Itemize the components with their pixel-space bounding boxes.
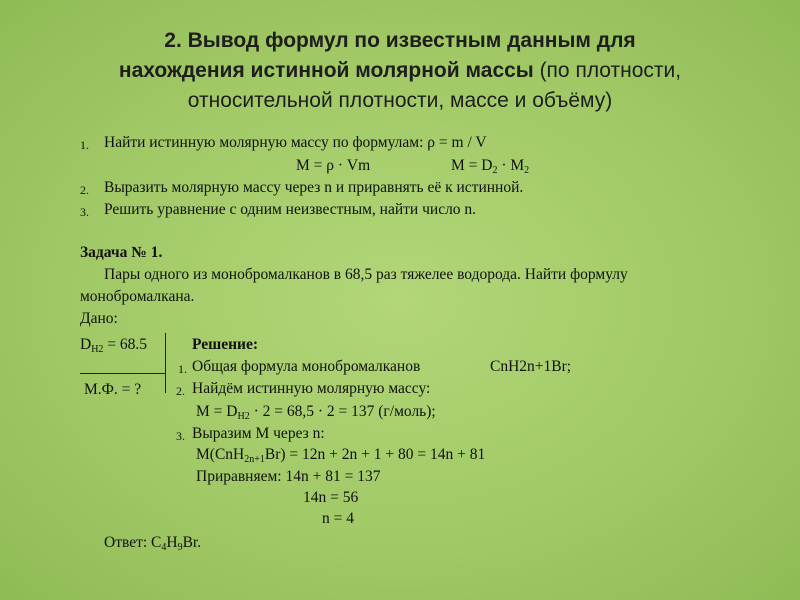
step-2-text: Выразить молярную массу через n и приравнять её к истинной.: [104, 179, 524, 196]
step-1-text: Найти истинную молярную массу по формулам: ρ = m / V: [104, 134, 487, 151]
equation-step-2: 14n = 56: [303, 489, 359, 506]
solution-2-formula: $M = D_{H2} \cdot 2 = 68,5 \cdot 2 = 137$ (г/моль);: [196, 403, 436, 422]
given-horizontal-divider: [80, 373, 166, 374]
solution-2-number: 2.: [176, 384, 185, 398]
task-heading: Задача № 1.: [80, 244, 163, 261]
title-line-2-rest: (по плотности,: [533, 59, 682, 82]
step-3-number: 3.: [80, 205, 89, 219]
task-text-line-2: монобромалкана.: [80, 288, 195, 305]
equation-step-3: n = 4: [322, 510, 354, 527]
solution-label: Решение:: [192, 336, 259, 353]
given-value: $D_{H2} = 68.5$: [80, 336, 148, 355]
given-label: Дано:: [80, 310, 118, 327]
title-line-3: относительной плотности, массе и объёму): [187, 89, 613, 112]
formula-relative-density: $M = D_2 \cdot M_2$: [451, 157, 530, 176]
step-1-number: 1.: [80, 138, 89, 152]
given-vertical-divider: [165, 333, 166, 393]
solution-3-text: Выразим М через n:: [192, 425, 325, 442]
title-line-2-bold: нахождения истинной молярной массы: [118, 59, 534, 82]
step-2-number: 2.: [80, 183, 89, 197]
title-line-1: 2. Вывод формул по известным данным для: [164, 29, 636, 52]
formula-density: M = ρ · Vm: [296, 157, 371, 174]
slide-title: [40, 26, 760, 116]
solution-1-formula: CnH2n+1Br;: [490, 358, 572, 375]
find-value: М.Ф. = ?: [84, 381, 142, 398]
solution-1-number: 1.: [178, 362, 187, 376]
task-text-line-1: Пары одного из монобромалканов в 68,5 раз тяжелее водорода. Найти формулу: [104, 266, 628, 283]
solution-1-text: Общая формула монобромалканов: [192, 358, 421, 375]
step-3-text: Решить уравнение с одним неизвестным, найти число n.: [104, 201, 477, 218]
solution-3-number: 3.: [176, 429, 185, 443]
answer: Ответ: $C_4H_9Br$.: [104, 534, 202, 553]
solution-2-text: Найдём истинную молярную массу:: [192, 380, 431, 397]
equate-line: Приравняем: 14n + 81 = 137: [196, 468, 381, 485]
solution-3-formula: M(CnH$_{2n+1}$Br) = 12n + 2n + 1 + 80 = 14n + 81: [196, 446, 486, 465]
